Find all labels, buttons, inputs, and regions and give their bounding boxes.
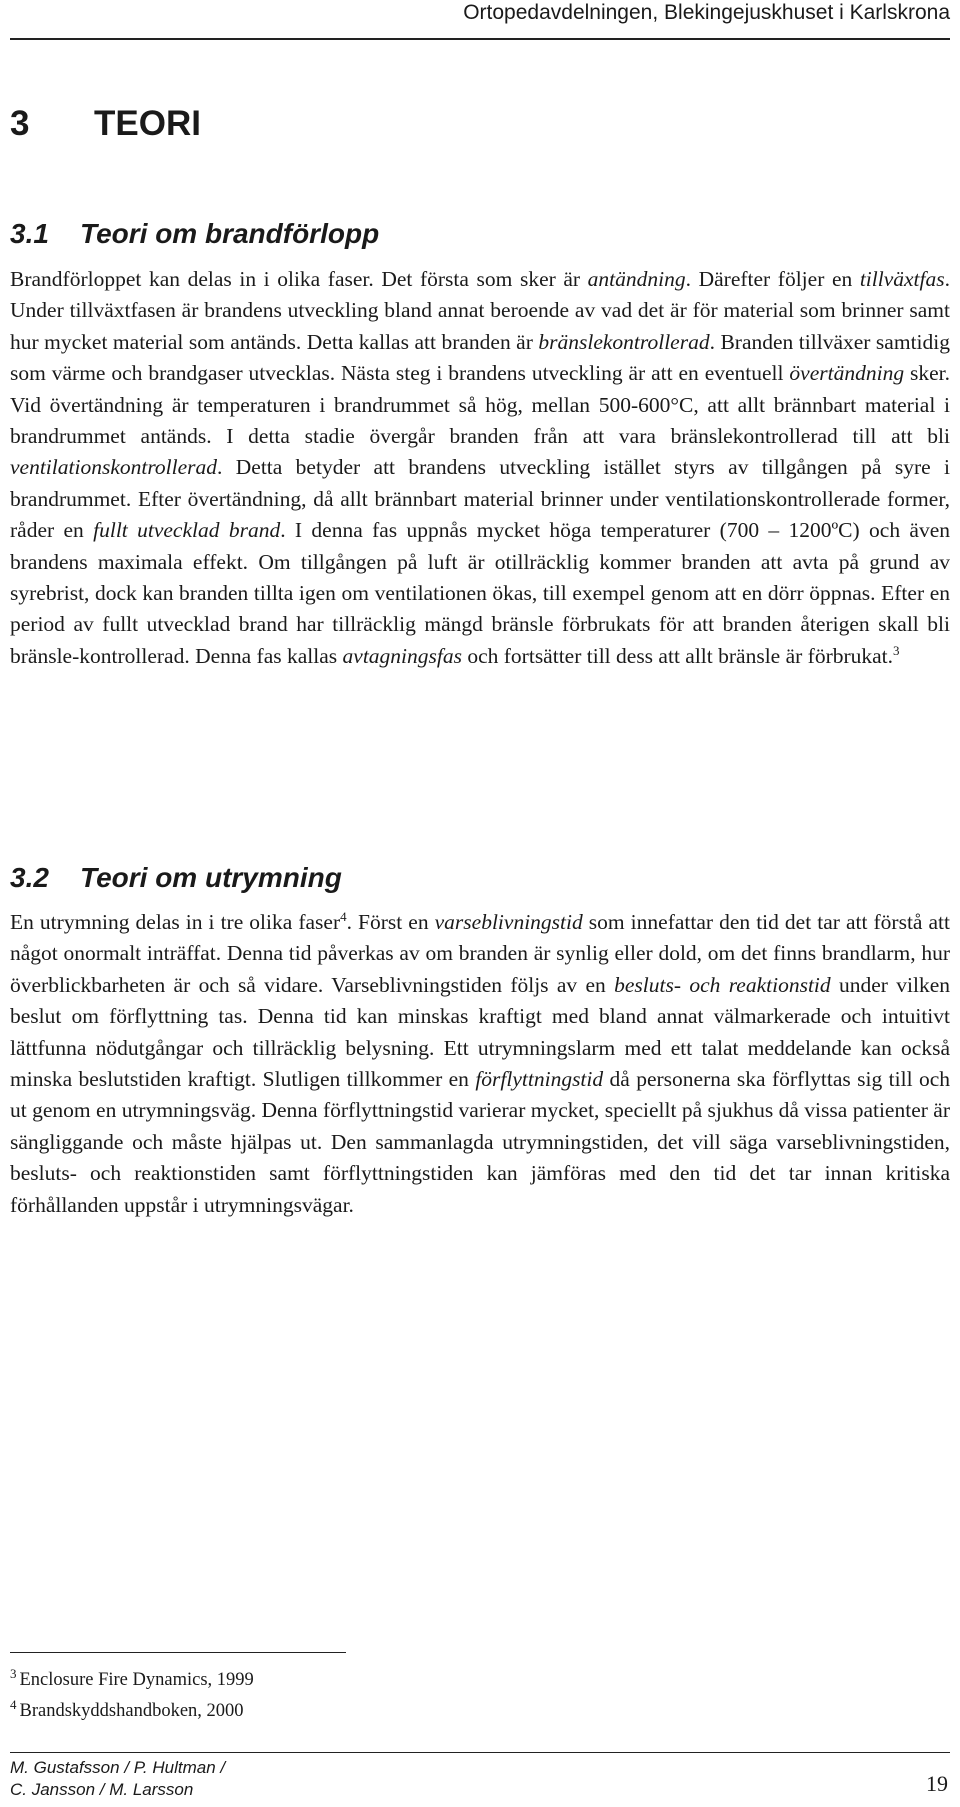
italic-term: förflyttningstid — [475, 1067, 604, 1092]
paragraph-text: . Detta betyder att brandens utveckling istället styrs av tillgången på syre i brandrummet. Efter övertändning, då allt brännbart material brinner under ventilationskontrollerade former, råder en — [10, 455, 950, 543]
section-heading-3-2 — [10, 862, 342, 894]
section-paragraph-brandforlopp — [10, 264, 950, 672]
section-heading-3-1 — [10, 218, 379, 250]
footnote-3 — [10, 1666, 254, 1691]
paragraph-text: då personerna ska förflyttas sig till och ut genom en utrymningsväg. Denna förflyttningstid varierar mycket, speciellt på sjukhus då vissa patienter är sängliggande och måste hjälpas ut. Den sammanlagda utrymningstiden, det vill säga varseblivningstiden, besluts- och reaktionstiden samt förflyttningstiden kan jämföras med den tid det tar innan kritiska förhållanden uppstår i utrymningsvägar. — [10, 1067, 950, 1217]
footnote-text: Brandskyddshandboken, 2000 — [19, 1701, 244, 1722]
italic-term: antändning — [587, 267, 686, 291]
paragraph-text: sker. Vid övertändning är temperaturen i brandrummet så hög, mellan 500-600°C, att allt brännbart material i brandrummet antänds. I detta stadie övergår branden från att vara bränslekontrollerad till att bli — [10, 361, 950, 449]
footer-authors-line-2: C. Jansson / M. Larsson — [10, 1780, 194, 1799]
paragraph-text: . Branden tillväxer samtidig som värme och brandgaser utvecklas. Nästa steg i brandens utveckling är att en eventuell — [10, 329, 950, 386]
chapter-title: TEORI — [94, 104, 201, 143]
section-title: Teori om utrymning — [80, 862, 342, 893]
paragraph-text: En utrymning delas in i tre olika faser — [10, 910, 341, 934]
paragraph-text: som innefattar den tid det tar att förstå att något onormalt inträffat. Denna tid påverkas av om branden är synlig eller dold, om det finns brandlarm, hur överblickbarheten är och så vidare. Varseblivningstiden följs av en — [10, 910, 951, 997]
paragraph-text: . I denna fas uppnås mycket höga temperaturer (700 – 1200ºC) och även brandens maximala effekt. Om tillgången på luft är otillräcklig kommer branden att avta på grund av syrebrist, dock kan branden tillta igen om ventilationen ökas, till exempel genom att en dörr öppnas. Efter en period av fullt utvecklad brand har tillräcklig mängd bränsle förbrukats för att branden återigen skall bli bränsle-kontrollerad. Denna fas kallas — [10, 518, 950, 668]
paragraph-text: . Därefter följer en — [685, 267, 860, 291]
chapter-number: 3 — [10, 104, 30, 143]
italic-term: fullt utvecklad brand — [93, 518, 281, 543]
chapter-heading — [10, 104, 201, 144]
footnote-mark: 4 — [10, 1697, 17, 1712]
running-header: Ortopedavdelningen, Blekingejuskhuset i Karlskrona — [10, 0, 950, 40]
italic-term: besluts- och reaktionstid — [614, 972, 831, 997]
footnote-4 — [10, 1697, 244, 1722]
paragraph-text: . Först en — [346, 910, 435, 934]
italic-term: avtagningsfas — [342, 643, 462, 668]
footnote-text: Enclosure Fire Dynamics, 1999 — [19, 1670, 254, 1691]
footnote-separator — [10, 1652, 346, 1653]
footer-separator — [10, 1752, 950, 1753]
italic-term: tillväxtfas — [859, 267, 945, 291]
footnote-mark: 3 — [10, 1666, 17, 1681]
section-number: 3.1 — [10, 218, 49, 249]
footnote-reference: 3 — [893, 642, 900, 658]
italic-term: bränslekontrollerad — [538, 329, 710, 354]
footnote-reference: 4 — [340, 908, 347, 924]
footer-authors — [10, 1757, 225, 1801]
italic-term: ventilationskontrollerad — [10, 455, 218, 480]
section-title: Teori om brandförlopp — [80, 218, 380, 249]
paragraph-text: Brandförloppet kan delas in i olika faser. Det första som sker är — [10, 267, 588, 291]
section-paragraph-utrymning — [10, 907, 950, 1221]
page-number: 19 — [926, 1771, 948, 1796]
italic-term: övertändning — [789, 361, 905, 386]
footer-authors-line-1: M. Gustafsson / P. Hultman / — [10, 1758, 226, 1777]
paragraph-text: . Under tillväxtfasen är brandens utveckling bland annat beroende av vad det är för material som brinner samt hur mycket material som antänds. Detta kallas att branden är — [10, 267, 950, 354]
section-number: 3.2 — [10, 862, 49, 893]
paragraph-text: och fortsätter till dess att allt bränsle är förbrukat. — [461, 643, 894, 668]
paragraph-text: under vilken beslut om förflyttning tas. Denna tid kan minskas kraftigt med bland annat välmarkerade och intuitivt lättfunna nödutgångar och tillräcklig belysning. Ett utrymningslarm med ett talat meddelande kan också minska beslutstiden kraftigt. Slutligen tillkommer en — [10, 972, 951, 1092]
italic-term: varseblivningstid — [434, 910, 583, 934]
